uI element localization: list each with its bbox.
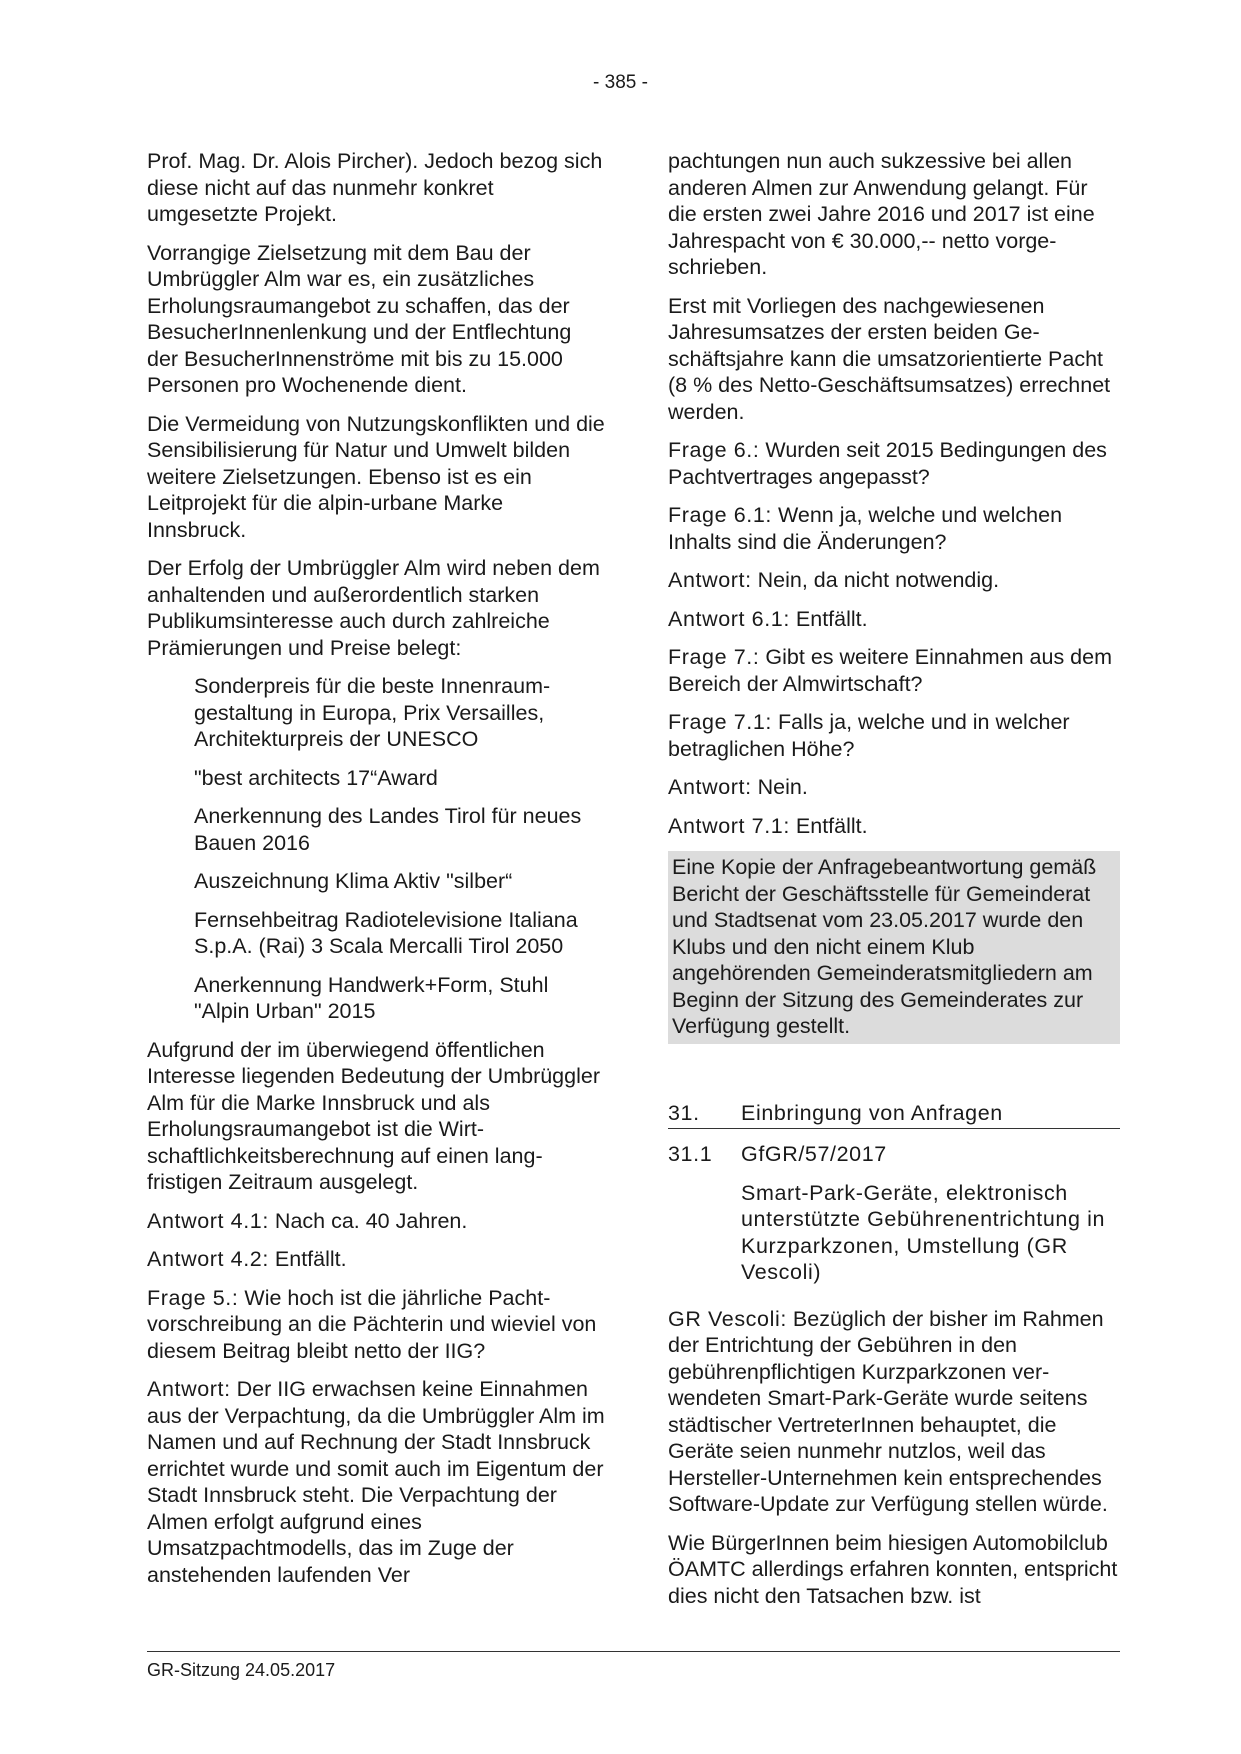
question-label: Frage 7.: [668, 645, 760, 669]
answer-7 [668, 774, 1120, 801]
answer-label: Antwort 4.1: [147, 1208, 269, 1233]
paragraph: Vorrangige Zielsetzung mit dem Bau der Umbrüggler Alm war es, ein zusätzliches Erholungsraumangebot zu schaffen, das der BesucherInnenlenkung und der Entflechtung der BesucherInnenströme mit bis zu 15.000 Personen pro Wochenende dient. [147, 240, 572, 397]
item-code: GfGR/57/2017 [741, 1142, 887, 1166]
answer-label: Antwort 6.1: [668, 606, 790, 631]
question-6 [668, 437, 1120, 490]
answer-6-1 [668, 606, 1120, 633]
question-text: Wie hoch ist die jährliche Pachtvorschreibung an die Pächterin und wieviel von diesem Beitrag bleibt netto der IIG? [147, 1285, 597, 1363]
right-column [668, 148, 1120, 1621]
award-item: Sonderpreis für die beste Innenraumgestaltung in Europa, Prix Versailles, Architekturpreis der UNESCO [194, 674, 551, 751]
page-number: - 385 - [593, 72, 648, 93]
question-label: Frage 5.: [147, 1285, 239, 1310]
answer-text: Entfällt. [268, 1247, 347, 1271]
question-label: Frage 6.1: [668, 503, 772, 527]
footer-divider [147, 1651, 1120, 1652]
question-7 [668, 644, 1120, 697]
paragraph: Die Vermeidung von Nutzungskonflikten und die Sensibilisierung für Natur und Umwelt bilden weitere Zielsetzungen. Ebenso ist es ein Leitprojekt für die alpin-urbane Marke Innsbruck. [147, 411, 605, 542]
award-item: Auszeichnung Klima Aktiv "silber“ [194, 869, 513, 893]
award-item: Fernsehbeitrag Radiotelevisione Italiana S.p.A. (Rai) 3 Scala Mercalli Tirol 2050 [194, 907, 578, 958]
answer-5 [147, 1376, 607, 1588]
section-heading [668, 1100, 1120, 1130]
statement-text: Bezüglich der bisher im Rahmen der Entrichtung der Gebühren in den gebührenpflichtigen Kurzparkzonen verwendeten Smart-Park-Geräte wurde seitens städtischer VertreterInnen behauptet, die Geräte seien nunmehr nutzlos, weil das Hersteller-Unternehmen kein entsprechendes Software-Update zur Verfügung stellen würde. [668, 1306, 1108, 1516]
item-number: 31.1 [668, 1142, 713, 1166]
answer-text: Entfällt. [789, 606, 868, 631]
paragraph: Der Erfolg der Umbrüggler Alm wird neben dem anhaltenden und außerordentlich starken Publikumsinteresse auch durch zahlreiche Prämierungen und Preise belegt: [147, 556, 600, 660]
award-item: "best architects 17“Award [194, 765, 438, 790]
item-description: Smart-Park-Geräte, elektronisch unterstützte Gebührenentrichtung in Kurzparkzonen, Umstellung (GR Vescoli) [741, 1180, 1106, 1284]
question-text: Wenn ja, welche und welchen Inhalts sind die Änderungen? [668, 503, 1063, 554]
answer-label: Antwort: [668, 775, 752, 799]
footer-session-date: GR-Sitzung 24.05.2017 [147, 1660, 336, 1680]
section-number: 31. [668, 1100, 700, 1125]
answer-text: Nein. [751, 775, 808, 799]
question-label: Frage 7.1: [668, 710, 772, 734]
info-note-box: Eine Kopie der Anfragebeantwortung gemäß Bericht der Geschäftsstelle für Gemeinderat und Stadtsenat vom 23.05.2017 wurde den Klubs und den nicht einem Klub angehörenden Gemeinderatsmitgliedern am Beginn der Sitzung des Gemeinderates zur Verfügung gestellt. [668, 851, 1120, 1044]
question-label: Frage 6.: [668, 438, 760, 462]
answer-label: Antwort: [668, 568, 752, 592]
paragraph: pachtungen nun auch sukzessive bei allen anderen Almen zur Anwendung gelangt. Für die ersten zwei Jahre 2016 und 2017 ist eine Jahrespacht von € 30.000,-- netto vorgeschrieben. [668, 149, 1095, 279]
question-6-1 [668, 502, 1120, 555]
award-item: Anerkennung Handwerk+Form, Stuhl "Alpin Urban" 2015 [194, 972, 549, 1023]
paragraph: Erst mit Vorliegen des nachgewiesenen Jahresumsatzes der ersten beiden Geschäftsjahre kann die umsatzorientierte Pacht (8 % des Netto-Geschäftsumsatzes) errechnet werden. [668, 293, 1111, 424]
speaker-label: GR Vescoli: [668, 1306, 787, 1331]
question-7-1 [668, 709, 1120, 762]
answer-text: Der IIG erwachsen keine Einnahmen aus der Verpachtung, da die Umbrüggler Alm im Namen und auf Rechnung der Stadt Innsbruck errichtet wurde und somit auch im Eigentum der Stadt Innsbruck steht. Die Verpachtung der Almen erfolgt aufgrund eines Umsatzpachtmodells, das im Zuge der anstehenden laufenden Ver [147, 1377, 605, 1587]
section-title: Einbringung von Anfragen [741, 1100, 1003, 1125]
paragraph: Prof. Mag. Dr. Alois Pircher). Jedoch bezog sich diese nicht auf das nunmehr konkret umgesetzte Projekt. [147, 149, 603, 226]
paragraph: Aufgrund der im überwiegend öffentlichen Interesse liegenden Bedeutung der Umbrüggler Alm für die Marke Innsbruck und als Erholungsraumangebot ist die Wirtschaftlichkeitsberechnung auf einen langfristigen Zeitraum ausgelegt. [147, 1037, 600, 1194]
answer-4-1 [147, 1208, 607, 1235]
inquiry-statement [668, 1306, 1120, 1518]
question-text: Falls ja, welche und in welcher betraglichen Höhe? [668, 710, 1070, 761]
left-column [147, 148, 607, 1600]
answer-7-1 [668, 813, 1120, 840]
answer-text: Entfällt. [789, 813, 868, 838]
answer-text: Nach ca. 40 Jahren. [268, 1208, 468, 1233]
answer-6 [668, 567, 1120, 594]
question-5 [147, 1285, 607, 1365]
question-text: Gibt es weitere Einnahmen aus dem Bereich der Almwirtschaft? [668, 645, 1112, 696]
agenda-item [668, 1141, 1120, 1168]
answer-text: Nein, da nicht notwendig. [751, 568, 1000, 592]
question-text: Wurden seit 2015 Bedingungen des Pachtvertrages angepasst? [668, 438, 1107, 489]
answer-label: Antwort 7.1: [668, 813, 790, 838]
answer-label: Antwort 4.2: [147, 1247, 269, 1271]
answer-4-2 [147, 1246, 607, 1273]
paragraph: Wie BürgerInnen beim hiesigen Automobilclub ÖAMTC allerdings erfahren konnten, entspricht dies nicht den Tatsachen bzw. ist [668, 1530, 1118, 1608]
award-item: Anerkennung des Landes Tirol für neues Bauen 2016 [194, 804, 582, 855]
answer-label: Antwort: [147, 1377, 231, 1401]
